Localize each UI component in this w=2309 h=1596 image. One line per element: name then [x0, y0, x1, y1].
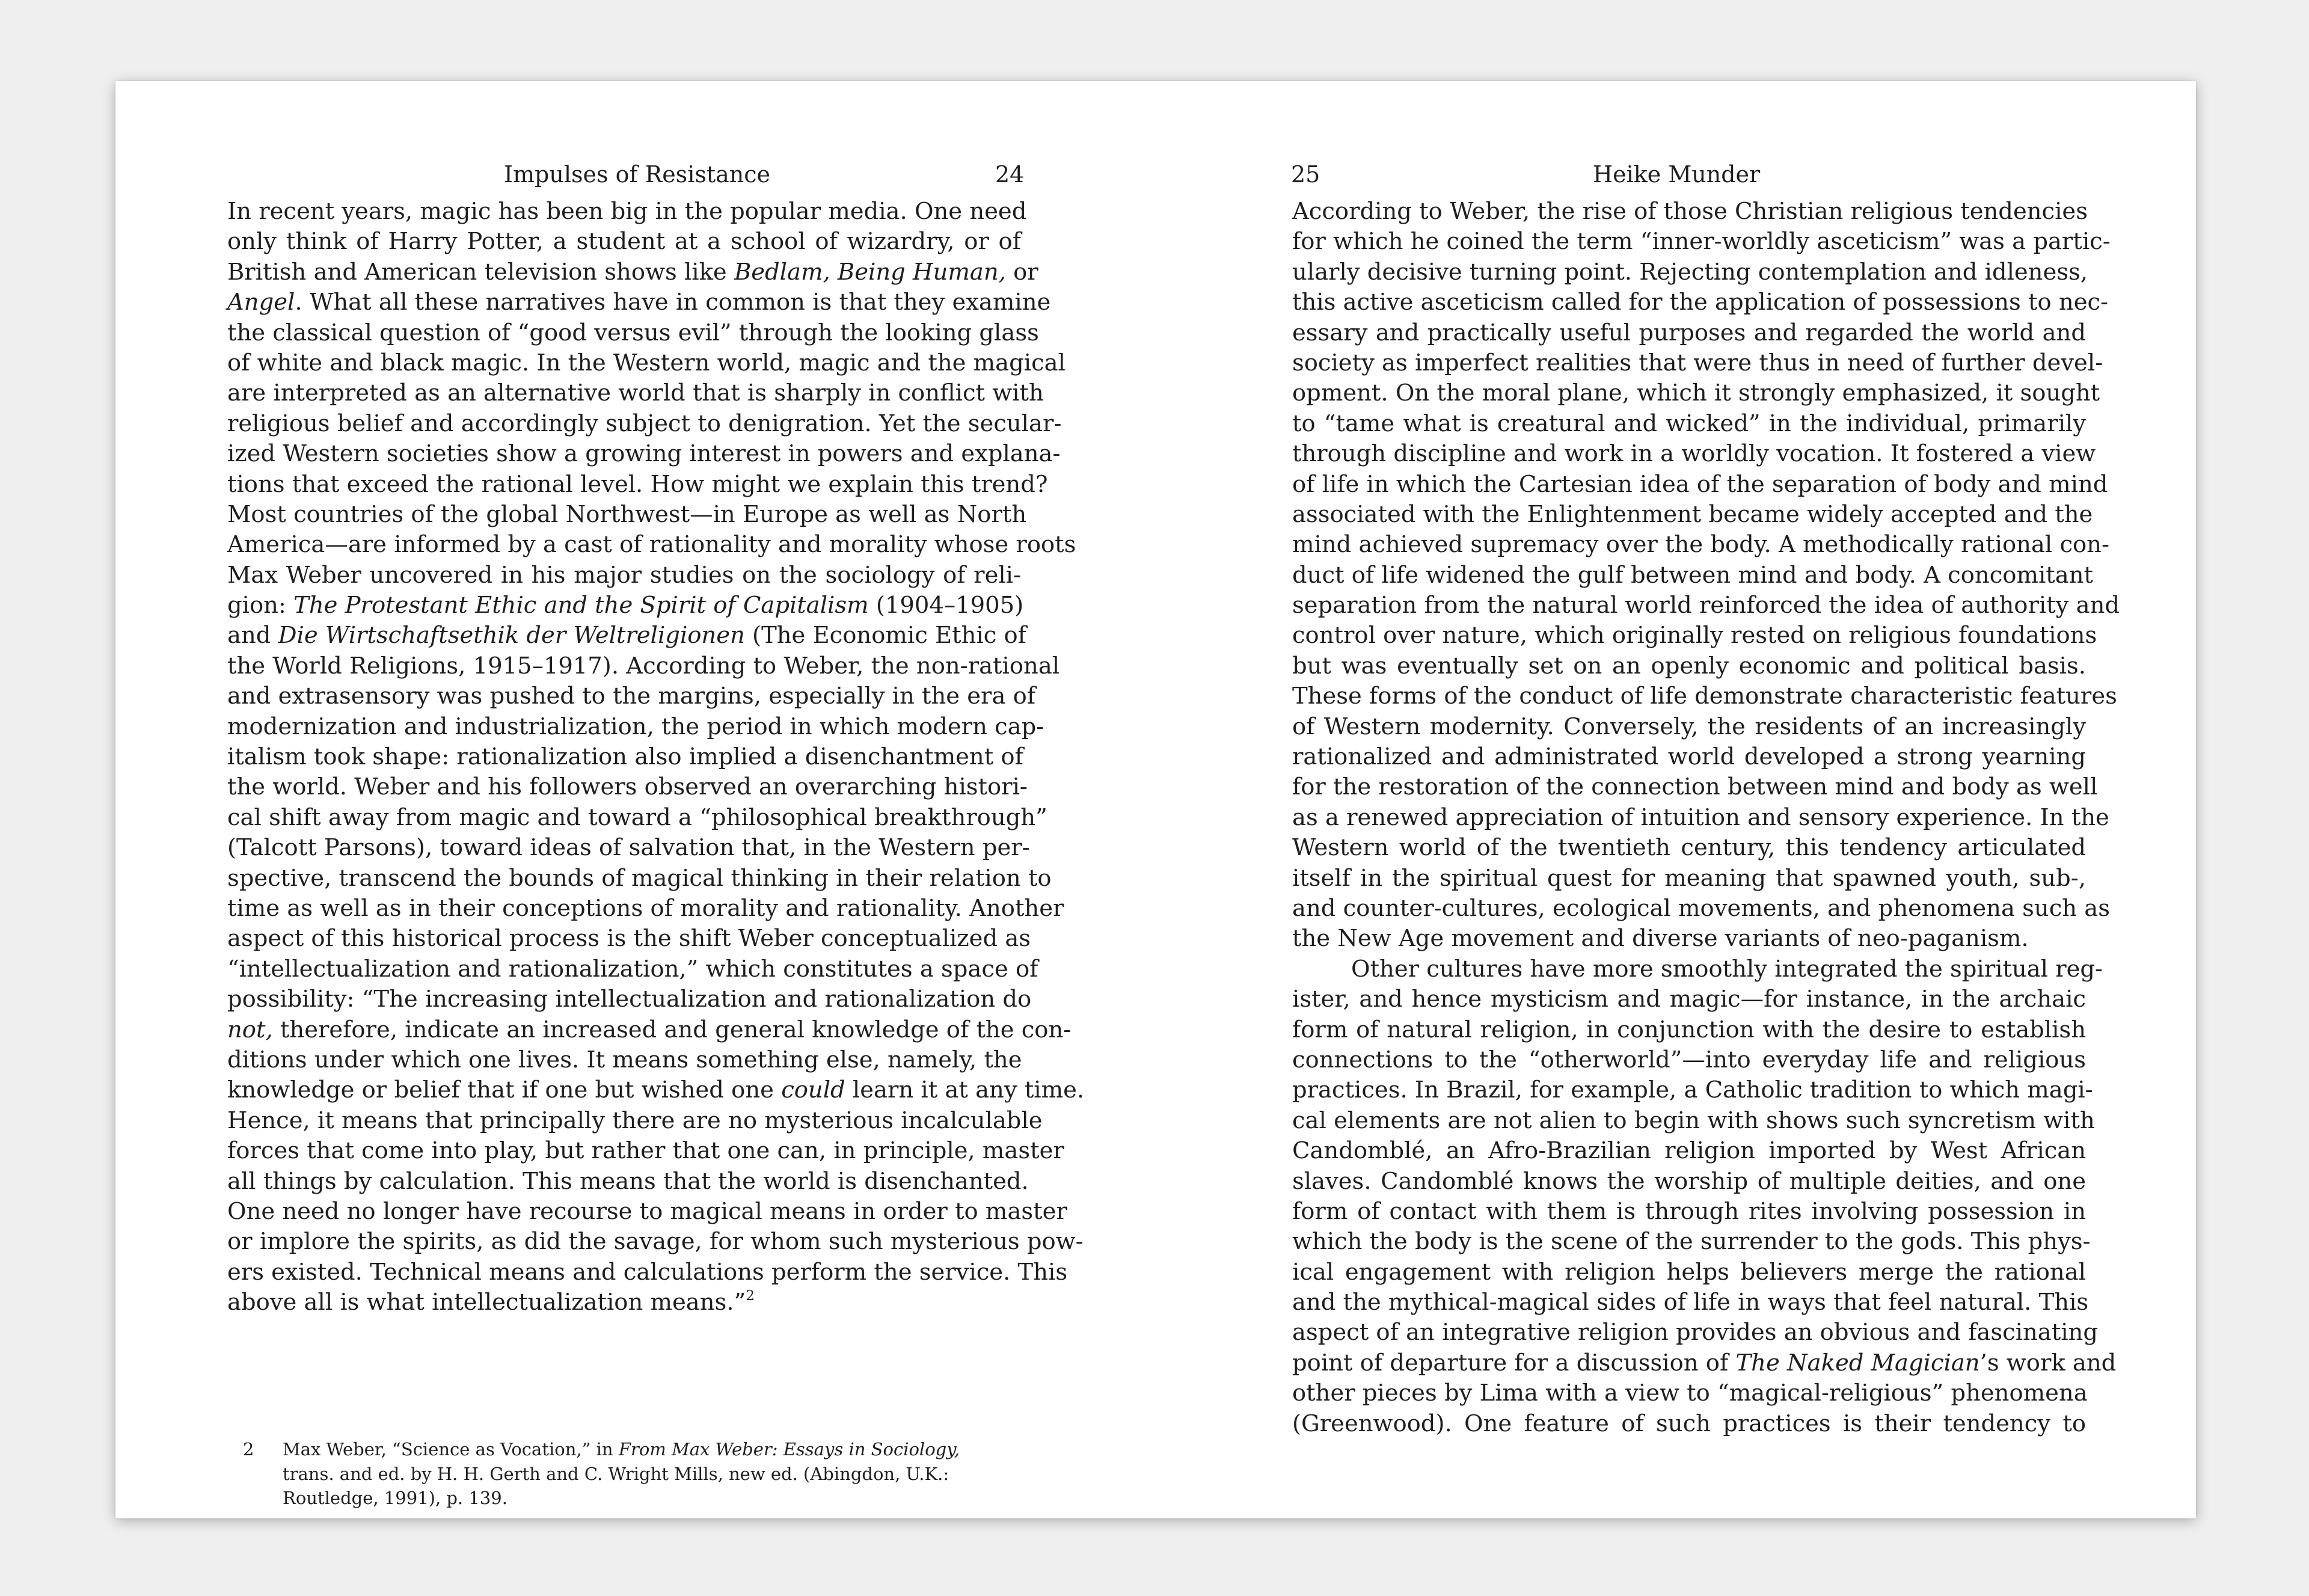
text-run: which the body is the scene of the surrender to the gods. This phys-	[1292, 1228, 2091, 1256]
text-line	[227, 984, 1032, 1014]
text-line	[1292, 1045, 2086, 1075]
text-line	[227, 772, 1028, 802]
page-number-left: 24	[995, 161, 1025, 188]
text-line	[1292, 1288, 2089, 1318]
text-run: tions that exceed the rational level. How might we explain this trend?	[227, 470, 1048, 498]
text-line	[227, 591, 1024, 621]
text-run: cal elements are not alien to begin with shows such syncretism with	[1292, 1106, 2095, 1134]
text-run: In recent years, magic has been big in the popular media. One need	[227, 198, 1027, 225]
text-line	[1292, 772, 2098, 802]
text-line	[1292, 742, 2086, 772]
text-run: trans. and ed. by H. H. Gerth and C. Wright Mills, new ed. (Abingdon, U.K.:	[283, 1463, 949, 1484]
text-line	[227, 1288, 1021, 1318]
text-line	[227, 257, 1038, 287]
text-run: “intellectualization and rationalization,” which constitutes a space of	[227, 955, 1038, 983]
text-line	[227, 681, 1036, 711]
text-run: associated with the Enlightenment became widely accepted and the	[1292, 500, 2093, 528]
text-run: connections to the “otherworld”—into everyday life and religious	[1292, 1046, 2086, 1073]
text-line	[227, 1136, 1064, 1166]
text-run: aspect of an integrative religion provides an obvious and fascinating	[1292, 1319, 2098, 1346]
text-run: of white and black magic. In the Western world, magic and the magical	[227, 349, 1066, 376]
text-run: italism took shape: rationalization also implied a disenchantment of	[227, 743, 1023, 771]
text-line	[227, 1227, 1084, 1257]
italic-title: The Protestant Ethic and the Spirit of Capitalism	[293, 592, 869, 619]
text-run: Candomblé, an Afro-Brazilian religion imported by West African	[1292, 1137, 2086, 1165]
text-run: duct of life widened the gulf between mind and body. A concomitant	[1292, 561, 2093, 589]
text-run: the World Religions, 1915–1917). According to Weber, the non-rational	[227, 652, 1060, 680]
text-run: ical engagement with religion helps believers merge the rational	[1292, 1258, 2086, 1286]
text-run: control over nature, which originally rested on religious foundations	[1292, 622, 2097, 649]
text-run: Most countries of the global Northwest—in Europe as well as North	[227, 500, 1027, 528]
italic-title: not,	[227, 1016, 273, 1043]
text-run: essary and practically useful purposes and regarded the world and	[1292, 319, 2086, 346]
running-title-right: Heike Munder	[1593, 161, 1761, 188]
text-run: form of contact with them is through rites involving possession in	[1292, 1197, 2086, 1225]
text-run: itself in the spiritual quest for meaning that spawned youth, sub-,	[1292, 864, 2086, 892]
text-line	[1292, 954, 2103, 984]
text-line	[1292, 621, 2097, 651]
text-line	[227, 954, 1038, 984]
text-run: of life in which the Cartesian idea of the separation of body and mind	[1292, 470, 2108, 498]
text-run: Western world of the twentieth century, this tendency articulated	[1292, 834, 2086, 862]
text-run: ’s work and	[1979, 1349, 2117, 1377]
text-run: therefore, indicate an increased and general knowledge of the con-	[272, 1016, 1072, 1043]
text-run: society as imperfect realities that were thus in need of further devel-	[1292, 349, 2103, 376]
text-line	[1292, 227, 2111, 257]
text-line	[227, 348, 1066, 378]
text-run: (1904–1905)	[868, 592, 1024, 619]
book-spread	[115, 81, 2196, 1518]
text-line	[227, 530, 1076, 560]
text-line	[1292, 924, 2086, 954]
page-number-right: 25	[1291, 161, 1320, 188]
text-run: as a renewed appreciation of intuition and sensory experience. In the	[1292, 803, 2109, 831]
text-line	[227, 742, 1021, 772]
text-run: These forms of the conduct of life demonstrate characteristic features	[1292, 683, 2117, 710]
text-run: aspect of this historical process is the shift Weber conceptualized as	[227, 925, 1031, 953]
text-run: Max Weber, “Science as Vocation,” in	[283, 1439, 619, 1459]
text-run: opment. On the moral plane, which it strongly emphasized, it sought	[1292, 379, 2100, 407]
text-run: religious belief and accordingly subject to denigration. Yet the secular-	[227, 410, 1062, 437]
text-line	[1292, 1197, 2086, 1227]
text-run: learn it at any time.	[845, 1076, 1085, 1104]
text-run: other pieces by Lima with a view to “magical-religious” phenomena	[1292, 1380, 2088, 1407]
text-line	[1292, 651, 2086, 681]
text-run: the world. Weber and his followers observed an overarching histori-	[227, 773, 1028, 801]
text-run: this active asceticism called for the application of possessions to nec-	[1292, 289, 2109, 316]
text-line	[227, 1015, 1072, 1045]
text-run: time as well as in their conceptions of morality and rationality. Another	[227, 894, 1064, 922]
text-run: practices. In Brazil, for example, a Catholic tradition to which magi-	[1292, 1076, 2093, 1104]
text-line	[227, 803, 1047, 833]
text-run: to “tame what is creatural and wicked” in the individual, primarily	[1292, 410, 2086, 437]
text-line	[227, 864, 1052, 894]
text-run: point of departure for a discussion of	[1292, 1349, 1736, 1377]
text-run: (Talcott Parsons), toward ideas of salvation that, in the Western per-	[227, 834, 1030, 862]
running-title-left: Impulses of Resistance	[504, 161, 771, 188]
text-run: gion:	[227, 592, 294, 619]
text-run: knowledge or belief that if one but wished one	[227, 1076, 782, 1104]
text-line	[1292, 1167, 2086, 1197]
text-line	[227, 621, 1026, 651]
text-line	[1292, 530, 2109, 560]
text-line	[227, 1167, 1029, 1197]
text-run: for which he coined the term “inner-worldly asceticism” was a partic-	[1292, 228, 2111, 256]
text-line	[1292, 500, 2093, 530]
text-line	[227, 651, 1060, 681]
italic-title: From Max Weber: Essays in Sociology,	[618, 1439, 960, 1459]
text-run: ers existed. Technical means and calculations perform the service. This	[227, 1258, 1068, 1286]
text-line	[227, 1197, 1067, 1227]
text-run: mind achieved supremacy over the body. A methodically rational con-	[1292, 531, 2109, 559]
text-line	[227, 894, 1064, 924]
text-line	[1292, 1015, 2086, 1045]
text-line	[1292, 984, 2086, 1014]
text-run: above all is what intellectualization means.”	[227, 1289, 746, 1316]
text-run: for the restoration of the connection between mind and body as well	[1292, 773, 2098, 801]
text-line	[283, 1486, 1016, 1511]
text-line	[227, 409, 1062, 439]
text-run: ularly decisive turning point. Rejecting contemplation and idleness,	[1292, 258, 2088, 286]
footnote-number: 2	[243, 1439, 254, 1459]
text-run: ized Western societies show a growing interest in powers and explana-	[227, 440, 1061, 468]
text-line	[1292, 560, 2093, 591]
text-run: America—are informed by a cast of rationality and morality whose roots	[227, 531, 1076, 559]
text-run: forces that come into play, but rather that one can, in principle, master	[227, 1137, 1064, 1165]
text-line	[227, 833, 1030, 863]
text-run: and extrasensory was pushed to the margins, especially in the era of	[227, 683, 1036, 710]
text-run: modernization and industrialization, the period in which modern cap-	[227, 713, 1044, 740]
italic-title: could	[781, 1076, 845, 1104]
italic-title: Angel	[227, 289, 295, 316]
text-line	[1292, 864, 2086, 894]
text-line	[1292, 1257, 2086, 1288]
text-line	[227, 318, 1039, 348]
text-run: (The Economic Ethic of	[744, 622, 1026, 649]
text-run: According to Weber, the rise of those Christian religious tendencies	[1292, 198, 2088, 225]
text-line	[227, 470, 1048, 500]
text-line	[1292, 1106, 2095, 1136]
text-line	[1292, 803, 2109, 833]
text-line	[227, 1045, 1021, 1075]
text-line	[227, 378, 1044, 408]
text-run: or	[1005, 258, 1038, 286]
footnote-ref: 2	[746, 1288, 755, 1304]
text-line	[227, 287, 1051, 318]
right-page-body-text	[1292, 197, 2120, 1439]
text-run: Hence, it means that principally there are no mysterious incalculable	[227, 1106, 1043, 1134]
text-run: through discipline and work in a worldly vocation. It fostered a view	[1292, 440, 2096, 468]
text-run: of Western modernity. Conversely, the residents of an increasingly	[1292, 713, 2086, 740]
text-line	[227, 439, 1061, 469]
text-line	[283, 1462, 1016, 1487]
text-run: or implore the spirits, as did the savage, for whom such mysterious pow-	[227, 1228, 1084, 1256]
text-line	[1292, 197, 2086, 227]
text-line	[1292, 378, 2100, 408]
text-run: . What all these narratives have in common is that they examine	[295, 289, 1051, 316]
text-run: cal shift away from magic and toward a “philosophical breakthrough”	[227, 803, 1047, 831]
text-line	[1292, 894, 2111, 924]
text-line	[1292, 833, 2086, 863]
text-line	[1292, 348, 2103, 378]
text-run: form of natural religion, in conjunction with the desire to establish	[1292, 1016, 2086, 1043]
text-line	[227, 197, 1027, 227]
text-run: and	[227, 622, 278, 649]
text-run: Other cultures have more smoothly integrated the spiritual reg-	[1351, 955, 2103, 983]
text-run: Routledge, 1991), p. 139.	[283, 1488, 507, 1508]
text-run: and counter-cultures, ecological movements, and phenomena such as	[1292, 894, 2111, 922]
text-line	[1292, 1409, 2086, 1439]
text-run: rationalized and administrated world developed a strong yearning	[1292, 743, 2086, 771]
text-line	[227, 924, 1031, 954]
text-line	[1292, 712, 2086, 742]
text-line	[1292, 591, 2120, 621]
text-line	[1292, 470, 2108, 500]
text-run: but was eventually set on an openly economic and political basis.	[1292, 652, 2086, 680]
text-line	[227, 712, 1044, 742]
text-line	[227, 1106, 1043, 1136]
text-line	[1292, 318, 2086, 348]
text-line	[227, 1257, 1068, 1288]
text-line	[283, 1437, 1016, 1462]
text-line	[1292, 1136, 2086, 1166]
text-run: all things by calculation. This means that the world is disenchanted.	[227, 1167, 1029, 1195]
text-run: separation from the natural world reinforced the idea of authority and	[1292, 592, 2120, 619]
text-run: slaves. Candomblé knows the worship of multiple deities, and one	[1292, 1167, 2086, 1195]
text-line	[1292, 409, 2086, 439]
text-line	[1292, 287, 2109, 318]
text-run: spective, transcend the bounds of magical thinking in their relation to	[227, 864, 1052, 892]
text-run: the New Age movement and diverse variants of neo-paganism.	[1292, 925, 2029, 953]
text-line	[1292, 1318, 2098, 1348]
text-run: ditions under which one lives. It means something else, namely, the	[227, 1046, 1022, 1073]
text-run: only think of Harry Potter, a student at a school of wizardry, or of	[227, 228, 1021, 256]
footnote-text	[283, 1437, 1016, 1511]
text-line	[1292, 681, 2117, 711]
text-line	[227, 500, 1027, 530]
text-line	[1292, 1348, 2117, 1378]
text-line	[1292, 439, 2096, 469]
text-line	[1292, 257, 2086, 287]
text-run: (Greenwood). One feature of such practices is their tendency to	[1292, 1410, 2086, 1437]
text-run: Max Weber uncovered in his major studies on the sociology of reli-	[227, 561, 1021, 589]
text-line	[1292, 1227, 2091, 1257]
text-line	[227, 227, 1021, 257]
text-line	[227, 1075, 1085, 1105]
text-run: British and American television shows like	[227, 258, 734, 286]
italic-title: Die Wirtschaftsethik der Weltreligionen	[278, 622, 745, 649]
italic-title: Bedlam, Being Human,	[734, 258, 1006, 286]
text-run: and the mythical-magical sides of life in ways that feel natural. This	[1292, 1289, 2089, 1316]
text-line	[227, 560, 1021, 591]
text-run: possibility: “The increasing intellectualization and rationalization do	[227, 986, 1032, 1013]
text-line	[1292, 1075, 2093, 1105]
text-line	[1292, 1378, 2086, 1408]
text-run: ister, and hence mysticism and magic—for instance, in the archaic	[1292, 986, 2086, 1013]
text-run: are interpreted as an alternative world that is sharply in conflict with	[227, 379, 1044, 407]
text-run: the classical question of “good versus evil” through the looking glass	[227, 319, 1039, 346]
italic-title: The Naked Magician	[1735, 1349, 1980, 1377]
left-page-body-text	[227, 197, 1085, 1318]
text-run: One need no longer have recourse to magical means in order to master	[227, 1197, 1067, 1225]
